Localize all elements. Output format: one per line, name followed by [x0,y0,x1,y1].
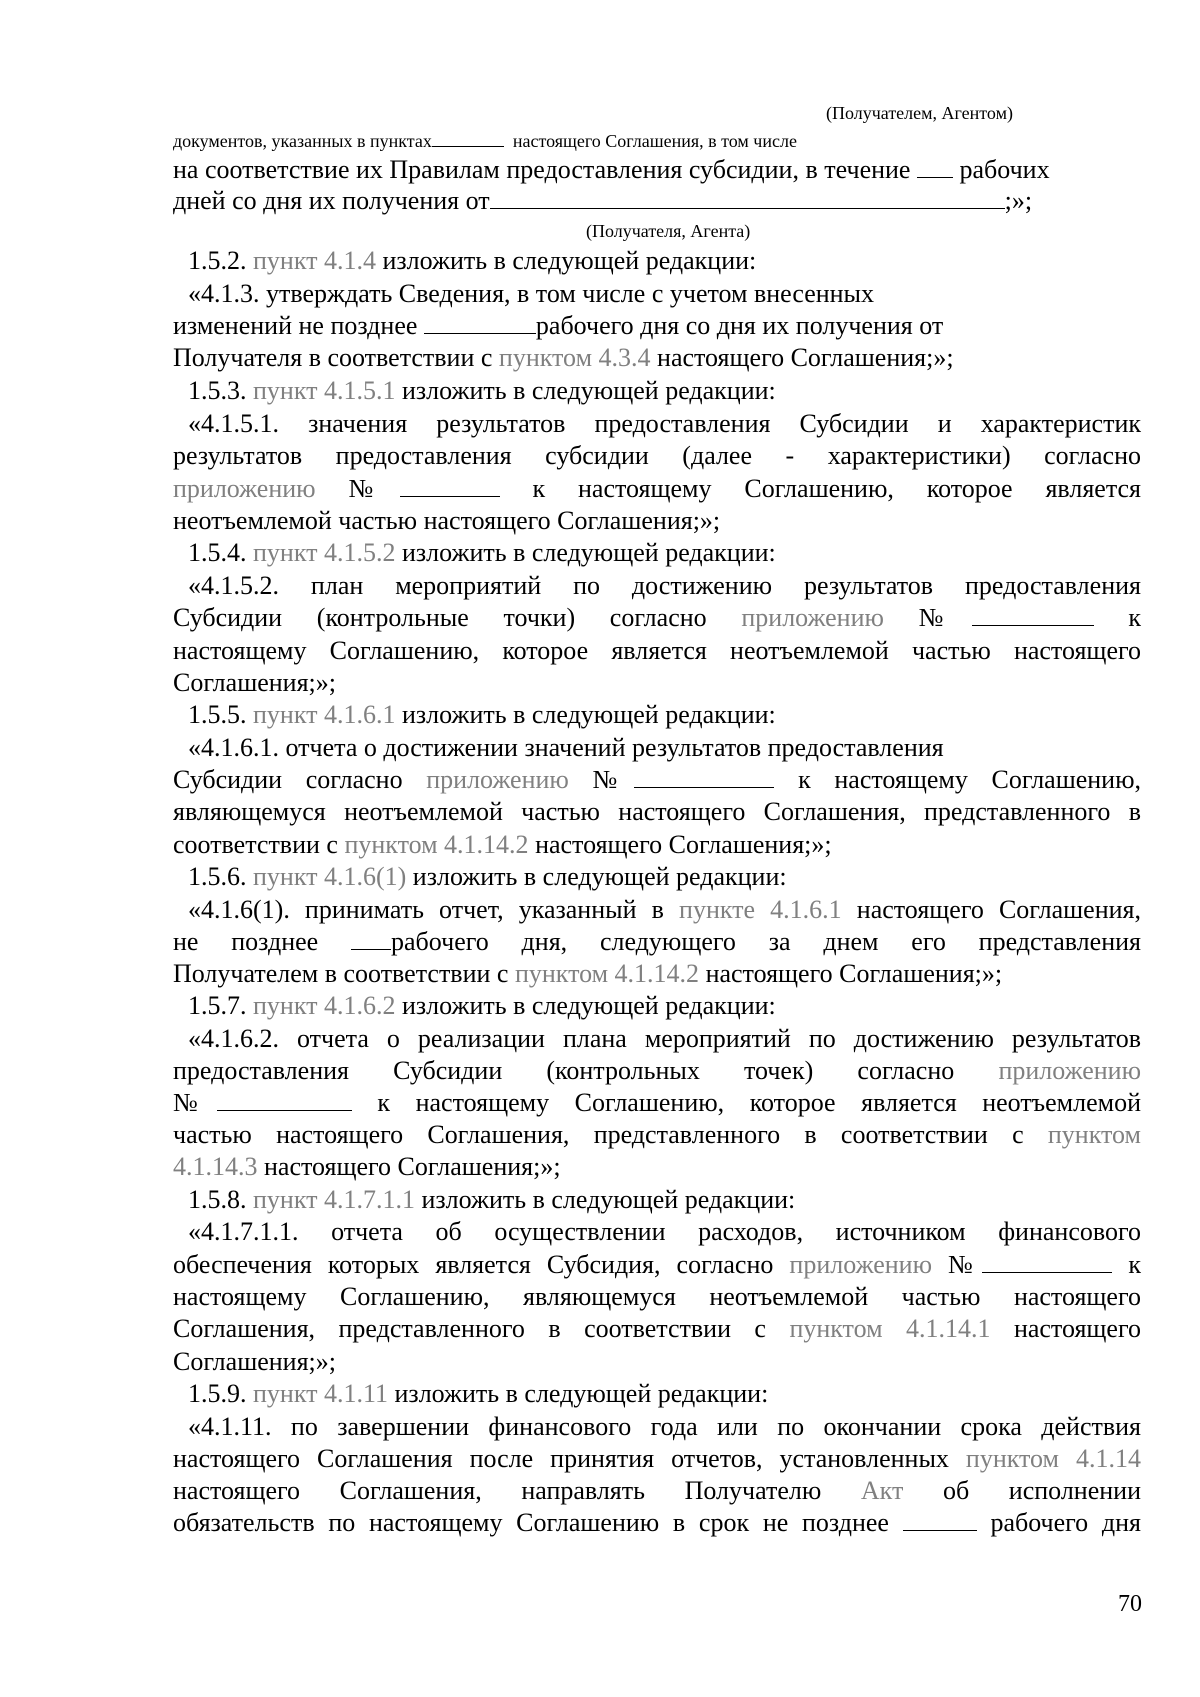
quote-line: «4.1.3. утверждать Сведения, в том числе с учетом внесенных [188,279,875,308]
quote-line: «4.1.6.2. отчета о реализации плана мероприятий по достижению результатов [188,1024,1141,1053]
quote-line: соответствии с пунктом 4.1.14.2 настоящего Соглашения;»; [173,830,832,859]
quote-line: неотъемлемой частью настоящего Соглашения;»; [173,506,721,535]
blank-field [424,311,536,334]
item-1-5-5: 1.5.5. пункт 4.1.6.1 изложить в следующей редакции: [188,700,776,729]
blank-field [400,474,500,497]
blank-field [903,1508,977,1531]
quote-line: настоящему Соглашению, являющемуся неотъемлемой частью настоящего [173,1282,1141,1311]
quote-line: настоящего Соглашения после принятия отчетов, установленных пунктом 4.1.14 [173,1444,1141,1473]
blank-field [982,1250,1112,1273]
quote-line: «4.1.6(1). принимать отчет, указанный в пункте 4.1.6.1 настоящего Соглашения, [188,895,1142,924]
blank-field [634,765,774,788]
blank-field [490,186,1005,209]
blank-field [972,603,1094,626]
quote-line: Получателя в соответствии с пунктом 4.3.4 настоящего Соглашения;»; [173,343,954,372]
ref-link[interactable]: пунктом [1047,1120,1141,1149]
top-line-1: документов, указанных в пунктах настоящего Соглашения, в том числе [173,131,797,151]
quote-line: Соглашения;»; [173,1347,336,1376]
item-1-5-8: 1.5.8. пункт 4.1.7.1.1 изложить в следующей редакции: [188,1185,796,1214]
caption-recipient-agent: (Получателем, Агентом) [826,103,1013,123]
quote-line: «4.1.11. по завершении финансового года или по окончании срока действия [188,1412,1141,1441]
quote-line: Субсидии (контрольные точки) согласно приложению № к [173,603,1141,632]
ref-link[interactable]: пункт 4.1.6.2 [253,991,396,1020]
ref-link[interactable]: 4.1.14.3 [173,1152,258,1181]
ref-link[interactable]: приложению [426,765,569,794]
quote-line: обеспечения которых является Субсидия, согласно приложению № к [173,1250,1142,1279]
quote-line: не позднее рабочего дня, следующего за днем его представления [173,927,1141,956]
blank-field [432,132,504,147]
ref-link[interactable]: приложению [741,603,884,632]
quote-line: являющемуся неотъемлемой частью настоящего Соглашения, представленного в [173,797,1141,826]
ref-link[interactable]: пунктом 4.1.14.2 [344,830,529,859]
ref-link[interactable]: пунктом 4.3.4 [498,343,651,372]
blank-field [217,1088,352,1111]
quote-line: № к настоящему Соглашению, которое является неотъемлемой [173,1088,1141,1117]
ref-link[interactable]: пункт 4.1.6(1) [253,862,407,891]
ref-link[interactable]: пунктом 4.1.14.2 [514,959,700,988]
ref-link[interactable]: пункт 4.1.7.1.1 [253,1185,415,1214]
blank-field [351,927,391,950]
ref-link[interactable]: Акт [860,1476,904,1505]
quote-line: «4.1.6.1. отчета о достижении значений результатов предоставления [188,733,944,762]
item-1-5-6: 1.5.6. пункт 4.1.6(1) изложить в следующей редакции: [188,862,787,891]
quote-line: обязательств по настоящему Соглашению в срок не позднее рабочего дня [173,1508,1141,1537]
ref-link[interactable]: пункте 4.1.6.1 [679,895,842,924]
page-number: 70 [1118,1591,1142,1617]
quote-line: «4.1.5.1. значения результатов предоставления Субсидии и характеристик [188,409,1141,438]
ref-link[interactable]: пунктом 4.1.14 [965,1444,1141,1473]
ref-link[interactable]: приложению [173,474,316,503]
ref-link[interactable]: пункт 4.1.6.1 [253,700,396,729]
blank-field [917,155,953,178]
quote-line: Субсидии согласно приложению № к настоящему Соглашению, [173,765,1142,794]
ref-link[interactable]: приложению [998,1056,1142,1085]
quote-line: частью настоящего Соглашения, представленного в соответствии с пунктом [173,1120,1141,1149]
top-line-3: дней со дня их получения от ;»; [173,186,1033,215]
item-1-5-4: 1.5.4. пункт 4.1.5.2 изложить в следующей редакции: [188,538,776,567]
ref-link[interactable]: приложению [789,1250,932,1279]
ref-link[interactable]: пункт 4.1.11 [253,1379,389,1408]
quote-line: Соглашения, представленного в соответствии с пунктом 4.1.14.1 настоящего [173,1314,1141,1343]
quote-line: «4.1.5.2. план мероприятий по достижению результатов предоставления [188,571,1141,600]
item-1-5-9: 1.5.9. пункт 4.1.11 изложить в следующей редакции: [188,1379,769,1408]
quote-line: предоставления Субсидии (контрольных точек) согласно приложению [173,1056,1142,1085]
top-line-2: на соответствие их Правилам предоставления субсидии, в течение рабочих [173,155,1050,184]
quote-line: результатов предоставления субсидии (далее - характеристики) согласно [173,441,1141,470]
ref-link[interactable]: пункт 4.1.4 [253,246,376,275]
ref-link[interactable]: пункт 4.1.5.2 [253,538,396,567]
quote-line: Соглашения;»; [173,668,336,697]
quote-line: настоящему Соглашению, которое является неотъемлемой частью настоящего [173,636,1141,665]
item-1-5-2: 1.5.2. пункт 4.1.4 изложить в следующей редакции: [188,246,757,275]
quote-line: 4.1.14.3 настоящего Соглашения;»; [173,1152,561,1181]
ref-link[interactable]: пунктом 4.1.14.1 [789,1314,991,1343]
item-1-5-7: 1.5.7. пункт 4.1.6.2 изложить в следующей редакции: [188,991,776,1020]
item-1-5-3: 1.5.3. пункт 4.1.5.1 изложить в следующей редакции: [188,376,776,405]
quote-line: настоящего Соглашения, направлять Получателю Акт об исполнении [173,1476,1141,1505]
quote-line: изменений не позднее рабочего дня со дня их получения от [173,311,944,340]
quote-line: приложению № к настоящему Соглашению, которое является [173,474,1142,503]
ref-link[interactable]: пункт 4.1.5.1 [253,376,396,405]
quote-line: «4.1.7.1.1. отчета об осуществлении расходов, источником финансового [188,1217,1141,1246]
quote-line: Получателем в соответствии с пунктом 4.1.14.2 настоящего Соглашения;»; [173,959,1003,988]
caption-recipient-agent-gen: (Получателя, Агента) [586,221,751,241]
